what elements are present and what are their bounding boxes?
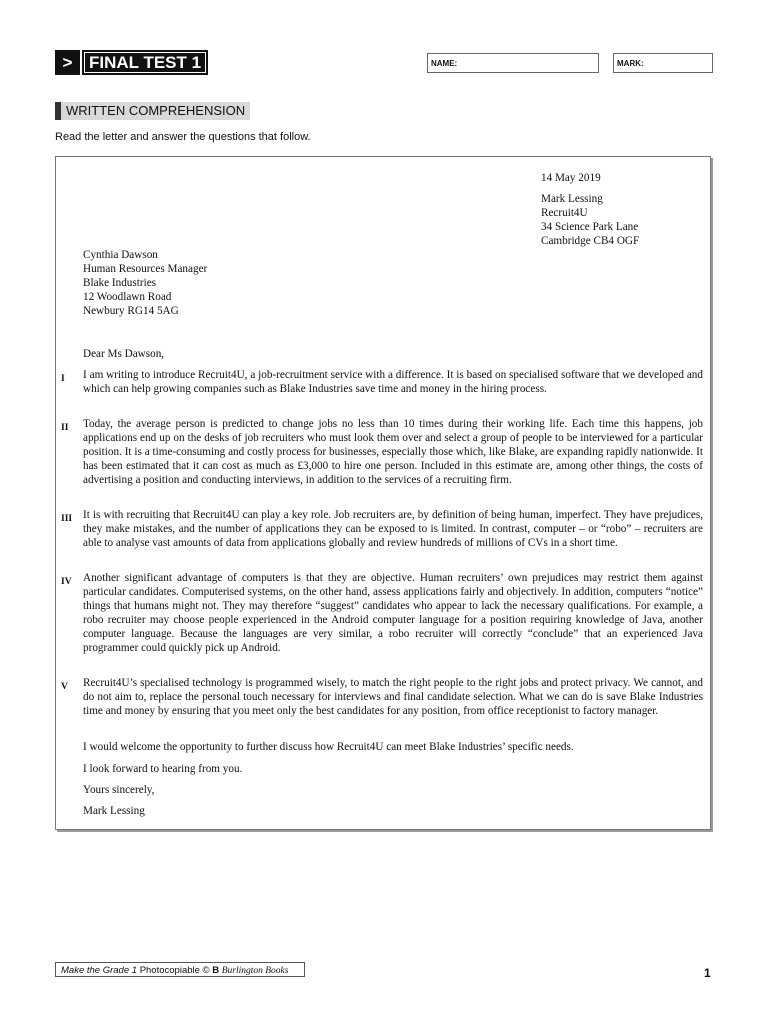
recipient-address	[83, 248, 207, 318]
sender-line: 34 Science Park Lane	[541, 221, 639, 233]
series-name: Make the Grade 1	[61, 965, 138, 976]
publisher-name: Burlington Books	[221, 966, 289, 976]
recipient-line: 12 Woodlawn Road	[83, 291, 172, 303]
salutation: Dear Ms Dawson,	[83, 348, 165, 360]
name-label: NAME:	[431, 59, 458, 68]
paragraph-numeral: I	[61, 374, 65, 384]
sender-line: Cambridge CB4 OGF	[541, 235, 640, 247]
paragraph-text: Recruit4U’s specialised technology is programmed wisely, to match the right people to the right jobs and protect privacy. We cannot, and do not aim to, replace the personal touch necessary for interviews and final candidate selection. What we can do is save Blake Industries time and money by ensuring that you meet only the best candidates for any position, from office receptionist to factory manager.	[83, 677, 703, 717]
arrow-icon: >	[55, 50, 80, 75]
instruction-text: Read the letter and answer the questions that follow.	[55, 131, 311, 143]
recipient-line: Blake Industries	[83, 277, 157, 289]
paragraph-numeral: III	[61, 514, 73, 524]
page-number: 1	[704, 966, 711, 980]
footer-credit	[55, 962, 305, 977]
mark-field[interactable]	[613, 53, 713, 73]
burlington-logo-icon: B	[212, 965, 220, 976]
paragraph-text: It is with recruiting that Recruit4U can play a key role. Job recruiters are, by definition of being human, imperfect. They have prejudices, they make mistakes, and the number of applications they can be exposed to is limited. In contrast, computer – or “robo” – recruiters are able to analyse vast amounts of data from applications globally and review hundreds of millions of CVs in a short time.	[83, 509, 703, 549]
recipient-line: Human Resources Manager	[83, 263, 208, 275]
letter-date: 14 May 2019	[541, 172, 601, 184]
closing-line: I would welcome the opportunity to further discuss how Recruit4U can meet Blake Industries’ specific needs.	[83, 741, 574, 753]
sender-address	[541, 192, 639, 248]
mark-label: MARK:	[617, 59, 644, 68]
paragraph-numeral: V	[61, 682, 68, 692]
paragraph-text: Another significant advantage of computers is that they are objective. Human recruiters’ own prejudices may restrict them against particular candidates. Computerised systems, on the other hand, assess applications fairly and objectively. In addition, computers “notice” things that humans might not. They may therefore “suggest” candidates who appear to lack the necessary qualifications. For example, a robo recruiter may choose people experienced in the Android computer language for a position requiring knowledge of Java, another computer language. Because the languages are very similar, a robo recruiter will correctly “conclude” that an experienced Java programmer could quickly pick up Android.	[83, 572, 703, 654]
paragraph-numeral: II	[61, 423, 69, 433]
recipient-line: Cynthia Dawson	[83, 249, 158, 261]
letter-box	[55, 156, 711, 830]
test-title: FINAL TEST 1	[82, 50, 208, 75]
section-heading	[55, 102, 250, 120]
recipient-line: Newbury RG14 5AG	[83, 305, 179, 317]
section-label: WRITTEN COMPREHENSION	[61, 102, 250, 120]
paragraph-text: Today, the average person is predicted to change jobs no less than 10 times during their working life. Each time this happens, job applications end up on the desks of job recruiters who must look them over and select a group of people to be interviewed for a particular position. It is a time-consuming and costly process for businesses, especially those which, like Blake, are expanding rapidly nationwide. It has been estimated that it can cost as much as £3,000 to hire one person. Included in this estimate are, among other things, the costs of advertising a position and conducting interviews, in addition to the services of a recruiting firm.	[83, 418, 703, 486]
paragraph-text: I am writing to introduce Recruit4U, a job-recruitment service with a difference. It is based on specialised software that we developed and which can help growing companies such as Blake Industries save time and money in the hiring process.	[83, 369, 703, 395]
sign-off: Yours sincerely,	[83, 784, 155, 796]
photocopiable-note: Photocopiable ©	[139, 965, 210, 976]
sender-line: Mark Lessing	[541, 193, 603, 205]
name-field[interactable]	[427, 53, 599, 73]
closing-line: I look forward to hearing from you.	[83, 763, 243, 775]
signature-name: Mark Lessing	[83, 805, 145, 817]
paragraph-numeral: IV	[61, 577, 72, 587]
sender-line: Recruit4U	[541, 207, 588, 219]
test-header	[55, 50, 208, 75]
